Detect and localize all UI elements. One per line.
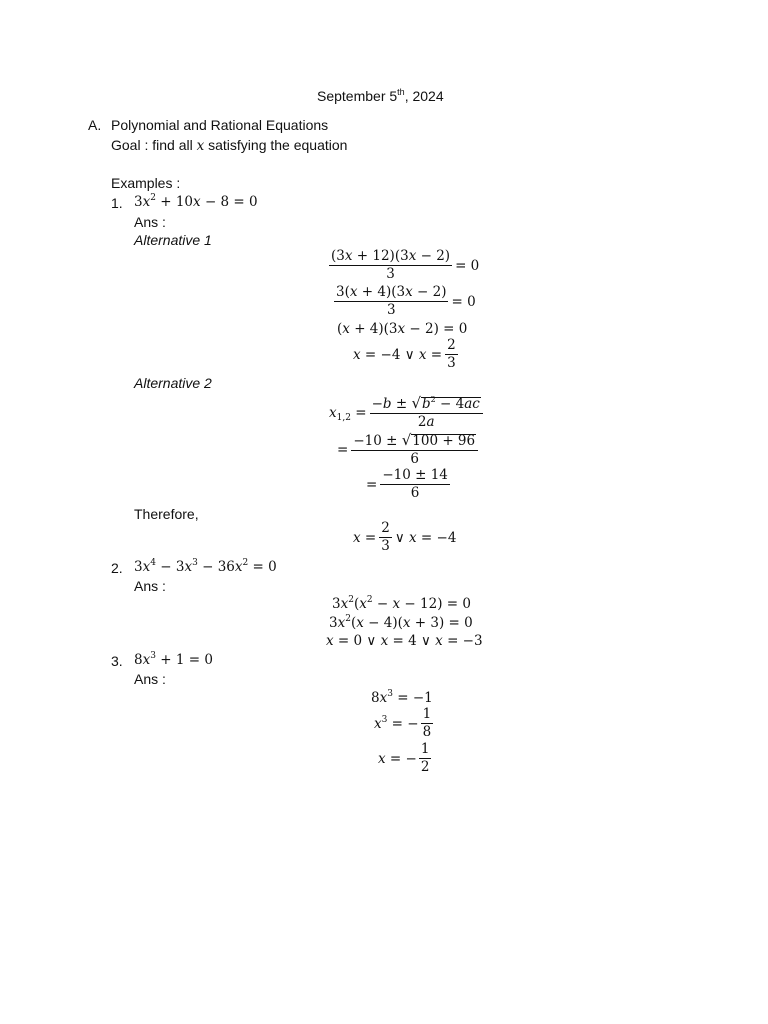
goal-variable: x <box>196 138 205 154</box>
section-marker: A. <box>88 117 102 133</box>
example-2-step-1: $3x^2(x^2 - x - 12) = 0$ <box>332 595 471 612</box>
quadratic-substitution: = −10 ± √ 100 + 96 6 <box>337 433 479 466</box>
alternative-2-label: Alternative 2 <box>134 375 212 391</box>
date-ordinal: th <box>397 87 405 97</box>
alt1-step-3: (x + 4)(3x − 2) = 0 <box>337 321 468 337</box>
example-3-result: x = − $\frac{1}{2}$ <box>378 741 430 775</box>
alt1-step-1: $\frac{(3x + 12)(3x - 2)}{3}$ = 0 <box>331 248 480 282</box>
example-3-step-2: $x^3$ = − $\frac{1}{8}$ <box>374 706 432 740</box>
example-1-ans-label: Ans : <box>134 214 166 230</box>
example-3-number: 3. <box>111 653 123 669</box>
therefore-label: Therefore, <box>134 506 199 522</box>
example-2-step-2: $3x^2(x - 4)(x + 3) = 0$ <box>329 614 473 631</box>
example-3-equation: $8x^3 + 1 = 0$ <box>134 651 213 668</box>
quadratic-formula: $x_{1,2}$ = −b ± √ $b^2 - 4ac$ 2a <box>329 396 484 429</box>
example-1-number: 1. <box>111 195 123 211</box>
document-date <box>317 89 444 103</box>
date-text: September 5 <box>317 88 398 104</box>
goal-prefix: Goal : find all <box>111 137 197 153</box>
section-title: Polynomial and Rational Equations <box>111 117 329 133</box>
alt1-result: x = −4 ∨ x = $\frac{2}{3}$ <box>353 337 456 371</box>
alternative-1-label: Alternative 1 <box>134 232 212 248</box>
example-3-ans-label: Ans : <box>134 671 166 687</box>
date-year: , 2024 <box>404 88 444 104</box>
goal-suffix: satisfying the equation <box>204 137 348 153</box>
example-1-equation: $3x^2 + 10x - 8 = 0$ <box>134 193 258 210</box>
example-3-step-1: $8x^3 = -1$ <box>371 689 433 706</box>
example-1-final-result: x = $\frac{2}{3}$ ∨ x = −4 <box>353 520 457 554</box>
examples-label: Examples : <box>111 175 181 191</box>
example-2-equation: $3x^4 - 3x^3 - 36x^2 = 0$ <box>134 558 277 575</box>
goal-line <box>111 138 347 154</box>
example-2-ans-label: Ans : <box>134 578 166 594</box>
quadratic-simplified: = $\frac{-10 \pm 14}{6}$ <box>366 467 448 501</box>
alt1-step-2: $\frac{3(x + 4)(3x - 2)}{3}$ = 0 <box>336 284 476 318</box>
example-2-result: x = 0 ∨ x = 4 ∨ x = −3 <box>326 633 483 649</box>
example-2-number: 2. <box>111 560 123 576</box>
